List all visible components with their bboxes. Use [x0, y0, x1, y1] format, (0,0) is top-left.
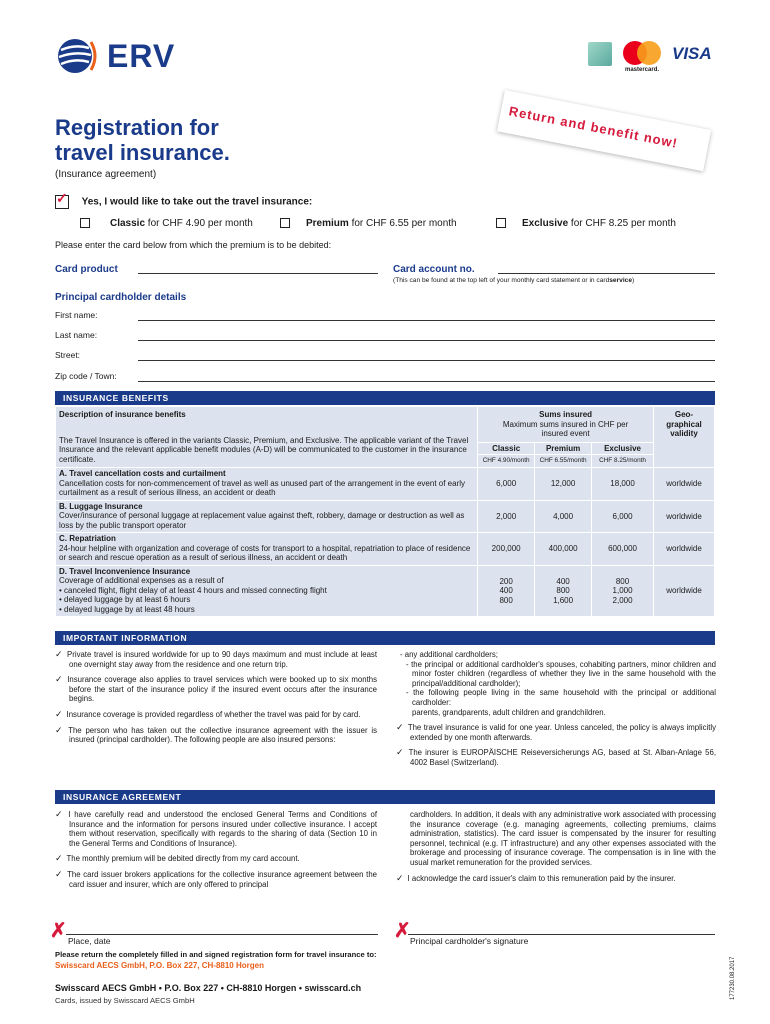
street-field[interactable]: [138, 360, 715, 361]
return-address: Swisscard AECS GmbH, P.O. Box 227, CH-8810 Horgen: [55, 961, 264, 970]
place-cross-icon: ✗: [50, 920, 67, 942]
page-subtitle: (Insurance agreement): [55, 169, 157, 180]
yes-label: Yes, I would like to take out the travel insurance:: [81, 196, 313, 208]
important-bar: IMPORTANT INFORMATION: [55, 631, 715, 645]
important-left: [55, 650, 377, 751]
col-classic: Classic: [478, 442, 535, 455]
col-exclusive: Exclusive: [592, 442, 654, 455]
zip-town-label: Zip code / Town:: [55, 371, 117, 381]
list-item: ✓ The monthly premium will be debited directly from my card account.: [55, 853, 300, 864]
title-line-2: travel insurance.: [55, 140, 230, 165]
footer-company: Swisscard AECS GmbH • P.O. Box 227 • CH-8810 Horgen • swisscard.ch: [55, 983, 362, 993]
list-item: ✓ I have carefully read and understood the enclosed General Terms and Conditions of Insurance and the information for persons insured under collective insurance. I accept them without reservation, specifically with regards to the sharing of data (Section 10 in the General Terms and Conditions of Insurance).: [55, 809, 378, 848]
desc-intro: The Travel Insurance is offered in the variants Classic, Premium, and Exclusive. The applicable variant of the Travel Insurance and the relevant applicable benefit modules (A-D) will be communicated to the customer in the insurance certificate.: [59, 435, 469, 464]
price-exclusive: CHF 8.25/month: [592, 455, 654, 468]
form-code: 177230.08.2017: [730, 956, 736, 1000]
sums-sub: Maximum sums insured in CHF per insured event: [502, 419, 629, 438]
price-classic: CHF 4.90/month: [478, 455, 535, 468]
premium-price: for CHF 6.55 per month: [348, 218, 457, 229]
list-item: ✓ Insurance coverage is provided regardless of whether the travel was paid for by card.: [55, 708, 361, 719]
check-icon: ✓: [55, 809, 65, 819]
agreement-right: cardholders. In addition, it deals with any administrative work associated with processing the insurance coverage (e.g. managing agreements, collecting premiums, claims administration, statistics). The card issuer is compensated by the insurer for resulting personnel, technical (e.g. IT infrastructure) and any other expenses associated with the brokerage and processing of insurance coverage. The compensation is in line with the usual market remuneration for the provided services. ✓ I acknowledge the card issuer's claim to this remuneration paid by the insurer.: [396, 810, 716, 883]
check-icon: ✓: [55, 853, 63, 864]
check-icon: ✓: [396, 872, 404, 883]
classic-checkbox[interactable]: [80, 218, 90, 228]
card-account-label: Card account no.: [393, 264, 475, 275]
benefits-bar: INSURANCE BENEFITS: [55, 391, 715, 405]
erv-logo: [55, 36, 195, 76]
card-account-field[interactable]: [498, 273, 715, 274]
check-icon: ✓: [55, 724, 65, 735]
classic-label: Classic: [110, 218, 146, 229]
agreement-left: [55, 810, 377, 895]
title-line-1: Registration for: [55, 115, 219, 140]
page-title: [55, 115, 230, 165]
check-icon: ✓: [396, 722, 404, 733]
table-row: D. Travel Inconvenience Insurance Coverage of additional expenses as a result of • canceled flight, flight delay of at least 4 hours and missed connecting flight • delayed luggage by at least 6 hours • delayed luggage by at least 48 hours 200 400 800 400 800 1,600 800 1,000 2,000 worldwide: [56, 565, 715, 617]
principal-heading: Principal cardholder details: [55, 292, 187, 303]
list-item: ✓ Insurance coverage also applies to travel services which were booked up to six months before the start of the insurance policy if the insured event occurs after the insurance begins.: [55, 674, 377, 704]
table-row: C. Repatriation 24-hour helpline with organization and coverage of costs for transport to a hospital, repatriation to place of residence or search and rescue operation as a result of serious illness, an accident or death 200,000 400,000 600,000 worldwide: [56, 533, 715, 566]
table-row: A. Travel cancellation costs and curtailment Cancellation costs for non-commencement of travel as well as unused part of the arrangement in the event of early curtailment as a result of serious illness, an accident or death 6,000 12,000 18,000 worldwide: [56, 468, 715, 501]
place-date-label: Place, date: [68, 936, 111, 946]
check-icon: ✓: [55, 674, 64, 685]
yes-option[interactable]: [55, 190, 313, 209]
check-icon: ✓: [396, 747, 405, 758]
premium-label: Premium: [306, 218, 349, 229]
sums-head: Sums insured: [539, 410, 593, 419]
first-name-label: First name:: [55, 310, 98, 320]
list-item: ✓ The person who has taken out the collective insurance agreement with the issuer is insured (principal cardholder). The following people are also insured persons:: [55, 724, 378, 745]
premium-checkbox[interactable]: [280, 218, 290, 228]
card-product-label: Card product: [55, 264, 118, 275]
signature-cross-icon: ✗: [394, 920, 411, 942]
place-date-field[interactable]: [66, 934, 378, 935]
mastercard-label: mastercard.: [625, 67, 660, 73]
list-item: ✓ Private travel is insured worldwide for up to 90 days maximum and must include at least one overnight stay away from the residence and one return trip.: [55, 649, 378, 669]
geo-head: Geo-graphical validity: [654, 407, 715, 468]
check-icon: ✓: [56, 190, 68, 206]
table-row: B. Luggage Insurance Cover/insurance of personal luggage at replacement value against theft, robbery, damage or destruction as well as loss by the public transport operator 2,000 4,000 6,000 worldwide: [56, 500, 715, 533]
classic-price: for CHF 4.90 per month: [145, 218, 253, 229]
list-item: ✓ The card issuer brokers applications for the collective insurance agreement between the card issuer and insurer, which are only offered to principal: [55, 868, 378, 889]
exclusive-price: for CHF 8.25 per month: [568, 218, 676, 229]
yes-checkbox[interactable]: [55, 190, 69, 209]
check-icon: ✓: [55, 649, 64, 659]
erv-logo-icon: [55, 36, 97, 76]
benefits-table: [55, 406, 715, 617]
last-name-label: Last name:: [55, 330, 98, 340]
footer-issued: Cards, issued by Swisscard AECS GmbH: [55, 996, 195, 1005]
card-logos: [588, 40, 718, 76]
card-product-field[interactable]: [138, 273, 378, 274]
sums-head-cell: [478, 407, 654, 443]
list-item: ✓ I acknowledge the card issuer's claim to this remuneration paid by the insurer.: [396, 872, 676, 883]
price-premium: CHF 6.55/month: [535, 455, 592, 468]
card-account-note: (This can be found at the top left of your monthly card statement or in cardservice): [393, 277, 635, 284]
last-name-field[interactable]: [138, 340, 715, 341]
signature-label: Principal cardholder's signature: [410, 936, 529, 946]
zip-town-field[interactable]: [138, 381, 715, 382]
signature-field[interactable]: [408, 934, 715, 935]
street-label: Street:: [55, 350, 81, 360]
important-right: - any additional cardholders; - the principal or additional cardholder's spouses, cohabiting partners, minor children and minor foster children (regardless of whether they live in the same household with the principal/additional cardholder); - the following people living in the same household with the principal or additional cardholder: parents, grandparents, adult children and grandchildren. ✓ The travel insurance is valid for one year. Unless canceled, the policy is always implicitly extended by one month afterwards. ✓ The insurer is EUROPÄISCHE Reiseversicherungs AG, based at St. Alban-Anlage 56, 4002 Basel (Switzerland).: [396, 650, 716, 767]
first-name-field[interactable]: [138, 320, 715, 321]
visa-logo: VISA: [672, 44, 712, 63]
list-item: ✓ The travel insurance is valid for one year. Unless canceled, the policy is always implicitly extended by one month afterwards.: [396, 722, 716, 742]
agreement-bar: INSURANCE AGREEMENT: [55, 790, 715, 804]
desc-head-cell: [56, 407, 478, 468]
exclusive-label: Exclusive: [522, 218, 569, 229]
card-image-icon: [588, 42, 612, 66]
desc-head: Description of insurance benefits: [59, 410, 186, 419]
check-icon: ✓: [55, 708, 63, 719]
col-premium: Premium: [535, 442, 592, 455]
card-prompt: Please enter the card below from which the premium is to be debited:: [55, 240, 332, 250]
exclusive-checkbox[interactable]: [496, 218, 506, 228]
stamp-text: Return and benefit now!: [507, 103, 680, 151]
brand-name: ERV: [107, 38, 176, 74]
list-item: ✓ The insurer is EUROPÄISCHE Reiseversicherungs AG, based at St. Alban-Anlage 56, 4002 Basel (Switzerland).: [396, 747, 716, 767]
return-stamp: [494, 90, 712, 189]
mastercard-icon: [620, 40, 664, 68]
check-icon: ✓: [55, 868, 64, 879]
return-note: Please return the completely filled in and signed registration form for travel insurance to:: [55, 950, 377, 959]
